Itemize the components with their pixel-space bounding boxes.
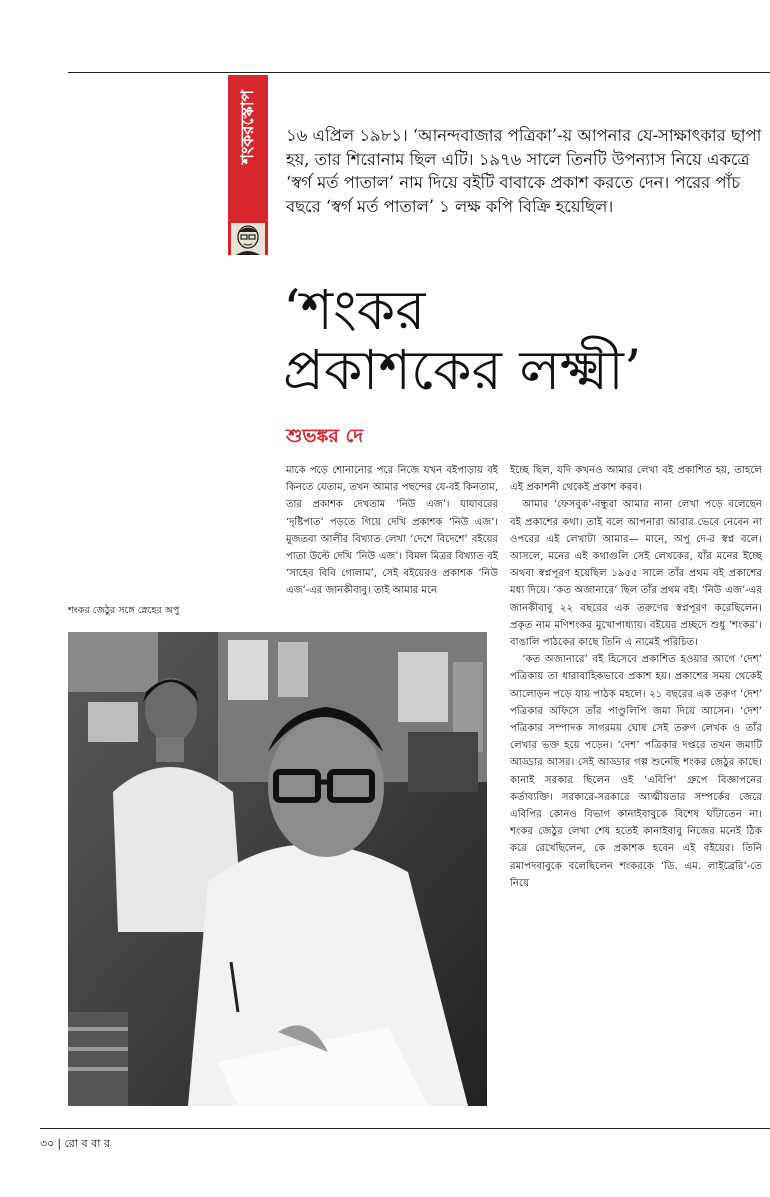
bottom-rule	[40, 1128, 770, 1129]
section-name: রো ব বা র	[64, 1137, 111, 1150]
body-paragraph: ‘কত অজানারে’ বই হিসেবে প্রকাশিত হওয়ার আগে ‘দেশ’ পত্রিকায় তা ধারাবাহিকভাবে প্রকাশ হয়। প্রকাশের সময় থেকেই আলোড়ন পড়ে যায় পাঠক মহলে। ২১ বছরের এক তরুণ ‘দেশ’ পত্রিকার অফিসে তাঁর পাণ্ডুলিপি জমা দিয়ে আসেন। ‘দেশ’ পত্রিকার সম্পাদক সাগরময় ঘোষ সেই তরুণ লেখক ও তাঁর লেখার ভক্ত হয়ে পড়েন। ‘দেশ’ পত্রিকার দপ্তরে তখন জমাটি আড্ডার আসর। সেই আড্ডার গল্প শুনেছি শংকর জেঠুর কাছে। কানাই সরকার ছিলেন ওই ‘এবিপি’ গ্রুপে বিজ্ঞাপনের কর্তাব্যক্তি। সরকারে-সরকারে আত্মীয়তার সম্পর্কের জেরে এবিপির কোনও বিভাগ কানাইবাবুকে বিশেষ ঘাঁটাতেন না। শংকর জেঠুর লেখা শেষ হতেই কানাইবাবু নিজের মনেই ঠিক করে রেখেছিলেন, কে প্রকাশক হবেন এই বইয়ের। তিনি রমাপদবাবুকে বলেছিলেন শংকরকে ‘ডি. এম. লাইব্রেরি’-তে নিয়ে	[510, 654, 762, 889]
photo-caption: শংকর জেঠুর সঙ্গে স্নেহের অপু	[68, 605, 180, 616]
page-number: ৩০	[40, 1137, 55, 1150]
column-tag-label: শংকরস্কোপ	[238, 89, 258, 165]
page-footer	[40, 1137, 110, 1151]
body-column-2	[510, 462, 762, 892]
headline	[283, 280, 763, 400]
top-rule	[68, 72, 770, 73]
byline: শুভঙ্কর দে	[286, 425, 364, 447]
column-tag	[228, 75, 268, 255]
headline-line-2: প্রকাশকের লক্ষ্মী’	[283, 338, 642, 402]
body-column-1: মাকে পড়ে শোনানোর পরে নিজে যখন বইপাড়ায় বই কিনতে যেতাম, তখন আমার পছন্দের যে-বই কিনতাম, তার প্রকাশক দেখতাম ‘নিউ এজ’। যাযাবরের ‘দৃষ্টিপাত’ পড়তে গিয়ে দেখি প্রকাশক ‘নিউ এজ’। মুজতবা আলীর বিখ্যাত লেখা ‘দেশে বিদেশে’ বইয়ের পাতা উল্টে দেখি ‘নিউ এজ’। বিমল মিত্রর বিখ্যাত বই ‘সাহেব বিবি গোলাম’, সেই বইয়েরও প্রকাশক ‘নিউ এজ’-এর জানকীবাবু। তাই আমার মনে	[286, 465, 498, 597]
caricature-icon	[231, 223, 265, 255]
intro-paragraph: ১৬ এপ্রিল ১৯৮১। ‘আনন্দবাজার পত্রিকা’-য় আপনার যে-সাক্ষাৎকার ছাপা হয়, তার শিরোনাম ছিল এটি। ১৯৭৬ সালে তিনটি উপন্যাস নিয়ে একত্রে ‘স্বর্গ মর্ত পাতাল’ নাম দিয়ে বইটি বাবাকে প্রকাশ করতে দেন। পরের পাঁচ বছরে ‘স্বর্গ মর্ত পাতাল’ ১ লক্ষ কপি বিক্রি হয়েছিল।	[286, 126, 762, 216]
body-paragraph: ইচ্ছে ছিল, যদি কখনও আমার লেখা বই প্রকাশিত হয়, তাহলে এই প্রকাশনী থেকেই প্রকাশ করব।	[510, 465, 762, 494]
body-paragraph: আমার ‘ফেসবুক’-বন্ধুরা আমার নানা লেখা পড়ে বলেছেন বই প্রকাশের কথা। তাই বলে আপনারা আবার ভেবে নেবেন না ওপরের এই লেখাটা আমার— মানে, অপু দে-র স্বপ্ন বলে। আসলে, মনের এই কথাগুলি সেই লেখকের, যাঁর মনের ইচ্ছে অথবা স্বপ্নপূরণ হয়েছিল ১৯৫৫ সালে তাঁর প্রথম বই প্রকাশের মধ্য দিয়ে। ‘কত অজানারে’ ছিল তাঁর প্রথম বই। ‘নিউ এজ’-এর জানকীবাবু ২২ বছরের এক তরুণের স্বপ্নপূরণ করেছিলেন। প্রকৃত নাম মণিশংকর মুখোপাধ্যায়। বইয়ের প্রচ্ছদে শুধু ‘শংকর’। বাঙালি পাঠকের কাছে তিনি এ নামেই পরিচিত।	[510, 499, 762, 649]
photo-shankar-with-boy	[68, 632, 487, 1106]
headline-line-1: ‘শংকর	[283, 278, 426, 342]
footer-separator: |	[57, 1137, 62, 1150]
